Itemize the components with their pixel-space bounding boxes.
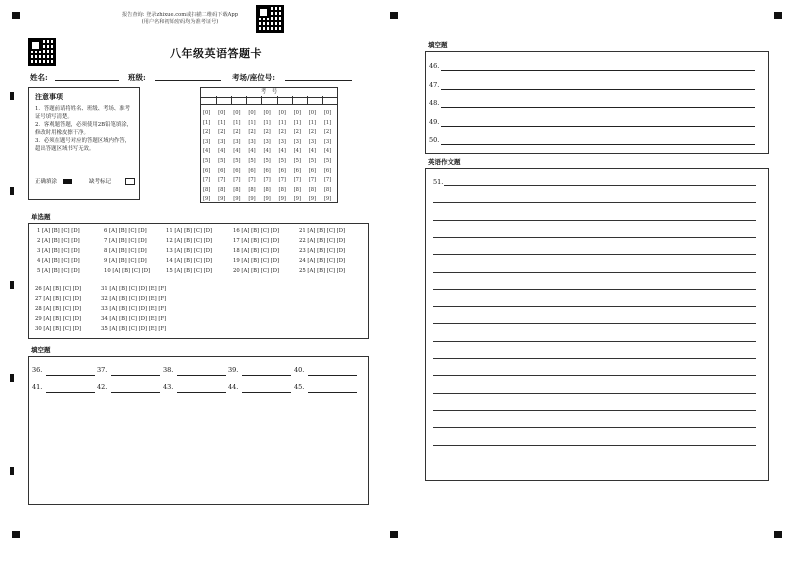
name-label: 姓名: [30,73,48,82]
mcq-question[interactable]: 2 [A] [B] [C] [D] [37,238,80,244]
mcq-question[interactable]: 32 [A] [B] [C] [D] [E] [F] [101,296,167,302]
exam-digit-bubble[interactable]: [8] [263,186,271,193]
exam-digit-bubble[interactable]: [1] [233,119,241,126]
exam-digit-bubble[interactable]: [7] [248,177,256,184]
exam-digit-bubble[interactable]: [1] [203,119,211,126]
exam-digit-bubble[interactable]: [3] [308,138,317,145]
exam-digit-bubble[interactable]: [3] [248,138,256,145]
fill-answer-line[interactable] [242,392,291,393]
mcq-question[interactable]: 28 [A] [B] [C] [D] [35,306,82,312]
fill-box-1 [28,356,369,505]
exam-digit-bubble[interactable]: [0] [218,110,226,116]
mcq-question[interactable]: 22 [A] [B] [C] [D] [299,238,346,244]
writing-line[interactable] [433,375,756,376]
grid-separator [231,96,232,104]
mcq-question[interactable]: 4 [A] [B] [C] [D] [37,258,80,264]
fill-answer-line[interactable] [111,392,160,393]
corner-mark-top-left [12,12,20,19]
exam-digit-bubble[interactable]: [3] [278,138,286,145]
writing-line[interactable] [433,306,756,307]
exam-digit-bubble[interactable]: [5] [248,158,256,164]
exam-digit-bubble[interactable]: [8] [233,186,241,193]
grid-separator [292,96,293,104]
mcq-question[interactable]: 1 [A] [B] [C] [D] [37,228,80,234]
grid-separator [216,96,217,104]
exam-digit-bubble[interactable]: [0] [308,110,317,116]
exam-digit-bubble[interactable]: [8] [218,186,226,193]
name-field[interactable] [55,80,119,81]
exam-digit-bubble[interactable]: [2] [278,129,286,136]
exam-digit-bubble[interactable]: [1] [248,119,256,126]
mcq-question[interactable]: 7 [A] [B] [C] [D] [104,238,147,244]
exam-digit-bubble[interactable]: [7] [293,177,302,184]
mcq-question[interactable]: 12 [A] [B] [C] [D] [166,238,213,244]
mcq-question[interactable]: 10 [A] [B] [C] [D] [104,268,151,274]
fill-question-number: 44. [228,383,239,391]
exam-digit-bubble[interactable]: [0] [293,110,302,116]
notes-item: 3．必须在题号对应的答题区域内作答，超出答题区域书写无效。 [35,138,131,152]
exam-digit-bubble[interactable]: [4] [203,148,211,155]
exam-digit-bubble[interactable]: [6] [203,167,211,174]
mcq-question[interactable]: 17 [A] [B] [C] [D] [233,238,280,244]
mcq-question[interactable]: 6 [A] [B] [C] [D] [104,228,147,234]
exam-digit-bubble[interactable]: [9] [278,196,286,203]
exam-digit-bubble[interactable]: [2] [248,129,256,136]
notes-item: 2．客观题答题，必须使用2B铅笔填涂，修改时用橡皮擦干净。 [35,122,133,136]
fill-question-number: 40. [294,366,305,374]
side-mark [10,187,14,195]
exam-digit-bubble[interactable]: [6] [248,167,256,174]
mcq-question[interactable]: 29 [A] [B] [C] [D] [35,316,82,322]
writing-line[interactable] [433,272,756,273]
exam-digit-bubble[interactable]: [9] [308,196,317,203]
exam-digit-bubble[interactable]: [1] [263,119,271,126]
exam-digit-bubble[interactable]: [7] [323,177,332,184]
grid-separator [246,96,247,104]
exam-digit-bubble[interactable]: [4] [293,148,302,155]
exam-digit-bubble[interactable]: [7] [233,177,241,184]
exam-digit-bubble[interactable]: [6] [278,167,286,174]
fill-answer-line[interactable] [441,144,755,145]
exam-digit-bubble[interactable]: [0] [248,110,256,116]
fill-answer-line[interactable] [308,392,357,393]
writing-line[interactable] [433,323,756,324]
side-mark [10,281,14,289]
qr-code-icon [256,5,284,33]
missing-mark-legend [89,177,135,185]
fill-question-number: 45. [294,383,305,391]
class-field[interactable] [155,80,221,81]
writing-section-label: 英语作文题 [428,158,461,166]
exam-digit-bubble[interactable]: [4] [308,148,317,155]
notes-item: 1．答题前请将姓名、班级、考场、准考证号填写清楚。 [35,106,131,120]
mcq-question[interactable]: 31 [A] [B] [C] [D] [E] [F] [101,286,167,292]
exam-digit-bubble[interactable]: [7] [203,177,211,184]
mcq-question[interactable]: 27 [A] [B] [C] [D] [35,296,82,302]
page-title: 八年级英语答题卡 [170,47,262,60]
exam-digit-bubble[interactable]: [4] [248,148,256,155]
exam-digit-bubble[interactable]: [2] [218,129,226,136]
exam-digit-bubble[interactable]: [3] [263,138,271,145]
exam-digit-bubble[interactable]: [8] [278,186,286,193]
fill-section-label: 填空题 [31,346,51,354]
exam-digit-bubble[interactable]: [4] [263,148,271,155]
exam-digit-bubble[interactable]: [4] [233,148,241,155]
exam-digit-bubble[interactable]: [5] [233,158,241,164]
corner-mark-top-center [390,12,398,19]
exam-digit-bubble[interactable]: [9] [293,196,302,203]
fill-question-number: 46. [429,62,440,70]
writing-line[interactable] [433,341,756,342]
report-notice-line1: 报告查询: 登录zhixue.com或扫描二维码下载App [121,12,239,18]
exam-digit-bubble[interactable]: [7] [263,177,271,184]
exam-digit-bubble[interactable]: [5] [308,158,317,164]
exam-digit-bubble[interactable]: [5] [293,158,302,164]
fill-answer-line[interactable] [441,89,755,90]
notes-title: 注意事项 [35,92,63,101]
writing-line[interactable] [433,393,756,394]
exam-digit-bubble[interactable]: [4] [323,148,332,155]
exam-digit-bubble[interactable]: [9] [248,196,256,203]
exam-digit-bubble[interactable]: [7] [278,177,286,184]
fill-answer-line[interactable] [441,126,755,127]
exam-digit-bubble[interactable]: [2] [308,129,317,136]
writing-line[interactable] [444,185,756,186]
missing-mark-box[interactable] [125,178,135,185]
mcq-question[interactable]: 30 [A] [B] [C] [D] [35,326,82,332]
exam-digit-bubble[interactable]: [6] [218,167,226,174]
exam-digit-bubble[interactable]: [9] [233,196,241,203]
fill-question-number: 47. [429,80,440,89]
grid-separator [261,96,262,104]
mcq-question[interactable]: 3 [A] [B] [C] [D] [37,248,80,254]
exam-digit-bubble[interactable]: [2] [203,129,211,136]
exam-digit-bubble[interactable]: [2] [293,129,302,136]
fill-section-label-2: 填空题 [428,41,448,49]
fill-answer-line[interactable] [441,107,755,108]
mcq-question[interactable]: 23 [A] [B] [C] [D] [299,248,346,254]
writing-box [425,168,769,481]
corner-mark-bottom-left [12,531,20,538]
exam-digit-bubble[interactable]: [4] [218,148,226,155]
fill-answer-line[interactable] [111,375,160,376]
class-label: 班级: [128,73,146,82]
corner-mark-bottom-center [390,531,398,538]
exam-digit-bubble[interactable]: [2] [263,129,271,136]
fill-answer-line[interactable] [177,392,226,393]
exam-digit-bubble[interactable]: [5] [323,158,332,164]
exam-digit-bubble[interactable]: [9] [323,196,332,203]
exam-number-header: 考 号 [201,88,337,98]
fill-question-number: 37. [97,366,108,374]
mcq-question[interactable]: 8 [A] [B] [C] [D] [104,248,147,254]
mcq-question[interactable]: 21 [A] [B] [C] [D] [299,228,346,234]
exam-digit-bubble[interactable]: [1] [323,119,332,126]
writing-line[interactable] [433,202,756,203]
exam-digit-bubble[interactable]: [9] [218,196,226,203]
exam-digit-bubble[interactable]: [8] [203,186,211,193]
exam-digit-bubble[interactable]: [6] [308,167,317,174]
fill-question-number: 42. [97,383,108,391]
mcq-question[interactable]: 19 [A] [B] [C] [D] [233,258,280,264]
exam-digit-bubble[interactable]: [6] [323,167,332,174]
fill-question-number: 36. [32,366,43,374]
exam-digit-bubble[interactable]: [3] [233,138,241,145]
writing-line[interactable] [433,237,756,238]
exam-digit-bubble[interactable]: [5] [278,158,286,164]
mcq-question[interactable]: 34 [A] [B] [C] [D] [E] [F] [101,316,167,322]
filled-box-icon [63,179,72,184]
exam-digit-bubble[interactable]: [0] [233,110,241,116]
exam-digit-bubble[interactable]: [9] [203,196,211,203]
exam-digit-bubble[interactable]: [8] [308,186,317,193]
report-notice [110,12,250,26]
mcq-question[interactable]: 33 [A] [B] [C] [D] [E] [F] [101,306,167,312]
fill-answer-line[interactable] [308,375,357,376]
grid-separator [307,96,308,104]
notes-box [28,87,140,200]
exam-digit-bubble[interactable]: [8] [293,186,302,193]
seat-label: 考场/座位号: [232,73,276,82]
fill-question-number: 43. [163,383,174,391]
writing-line[interactable] [433,445,756,446]
writing-line[interactable] [433,358,756,359]
mcq-question[interactable]: 11 [A] [B] [C] [D] [166,228,213,234]
mcq-question[interactable]: 13 [A] [B] [C] [D] [166,248,213,254]
exam-digit-bubble[interactable]: [0] [203,110,211,116]
exam-digit-bubble[interactable]: [8] [323,186,332,193]
fill-box-2 [425,51,769,154]
mcq-question[interactable]: 16 [A] [B] [C] [D] [233,228,280,234]
exam-digit-bubble[interactable]: [1] [218,119,226,126]
exam-digit-bubble[interactable]: [3] [323,138,332,145]
mcq-question[interactable]: 14 [A] [B] [C] [D] [166,258,213,264]
fill-question-number: 48. [429,99,440,107]
exam-digit-bubble[interactable]: [5] [263,158,271,164]
side-mark [10,92,14,100]
mcq-question[interactable]: 25 [A] [B] [C] [D] [299,268,346,274]
fill-answer-line[interactable] [177,375,226,376]
exam-digit-bubble[interactable]: [0] [278,110,286,116]
exam-digit-bubble[interactable]: [9] [263,196,271,203]
correct-fill-legend [35,177,72,185]
fill-question-number: 39. [228,366,239,374]
grid-separator [201,104,337,105]
corner-mark-top-right [774,12,782,19]
exam-digit-bubble[interactable]: [4] [278,148,286,155]
fill-question-number: 41. [32,383,43,391]
exam-number-grid [200,87,338,203]
mcq-question[interactable]: 35 [A] [B] [C] [D] [E] [F] [101,326,167,332]
report-notice-line2: (用户名和初始密码均为准考证号) [141,19,219,25]
fill-question-number: 50. [429,136,440,144]
grid-separator [277,96,278,104]
qr-code-icon [28,38,56,66]
exam-digit-bubble[interactable]: [8] [248,186,256,193]
corner-mark-bottom-right [774,531,782,538]
fill-question-number: 49. [429,117,440,126]
mcq-question[interactable]: 20 [A] [B] [C] [D] [233,268,280,274]
correct-fill-label: 正确填涂 [35,179,58,185]
exam-digit-bubble[interactable]: [3] [203,138,211,145]
mcq-box [28,223,369,339]
mcq-question[interactable]: 26 [A] [B] [C] [D] [35,286,82,292]
mcq-section-label: 单选题 [31,213,51,221]
exam-digit-bubble[interactable]: [1] [278,119,286,126]
writing-line[interactable] [433,427,756,428]
exam-digit-bubble[interactable]: [7] [308,177,317,184]
exam-digit-bubble[interactable]: [7] [218,177,226,184]
side-mark [10,374,14,382]
mcq-question[interactable]: 24 [A] [B] [C] [D] [299,258,346,264]
exam-digit-bubble[interactable]: [3] [293,138,302,145]
writing-line[interactable] [433,254,756,255]
exam-digit-bubble[interactable]: [3] [218,138,226,145]
exam-digit-bubble[interactable]: [1] [293,119,302,126]
exam-digit-bubble[interactable]: [5] [218,158,226,164]
writing-line[interactable] [433,410,756,411]
fill-answer-line[interactable] [46,392,95,393]
exam-digit-bubble[interactable]: [6] [233,167,241,174]
fill-answer-line[interactable] [242,375,291,376]
mcq-question[interactable]: 9 [A] [B] [C] [D] [104,258,147,264]
side-mark [10,467,14,475]
missing-mark-label: 缺考标记 [89,179,112,185]
fill-answer-line[interactable] [46,375,95,376]
mcq-question[interactable]: 18 [A] [B] [C] [D] [233,248,280,254]
mcq-question[interactable]: 5 [A] [B] [C] [D] [37,268,80,274]
writing-line[interactable] [433,289,756,290]
exam-digit-bubble[interactable]: [2] [323,129,332,136]
seat-field[interactable] [285,80,352,81]
exam-digit-bubble[interactable]: [0] [323,110,332,116]
exam-digit-bubble[interactable]: [5] [203,158,211,164]
exam-digit-bubble[interactable]: [6] [263,167,271,174]
exam-digit-bubble[interactable]: [6] [293,167,302,174]
writing-line[interactable] [433,220,756,221]
exam-digit-bubble[interactable]: [2] [233,129,241,136]
exam-digit-bubble[interactable]: [0] [263,110,271,116]
writing-question-number: 51. [433,178,444,186]
mcq-question[interactable]: 15 [A] [B] [C] [D] [166,268,213,274]
grid-separator [322,96,323,104]
fill-answer-line[interactable] [441,70,755,71]
exam-digit-bubble[interactable]: [1] [308,119,317,126]
fill-question-number: 38. [163,366,174,374]
